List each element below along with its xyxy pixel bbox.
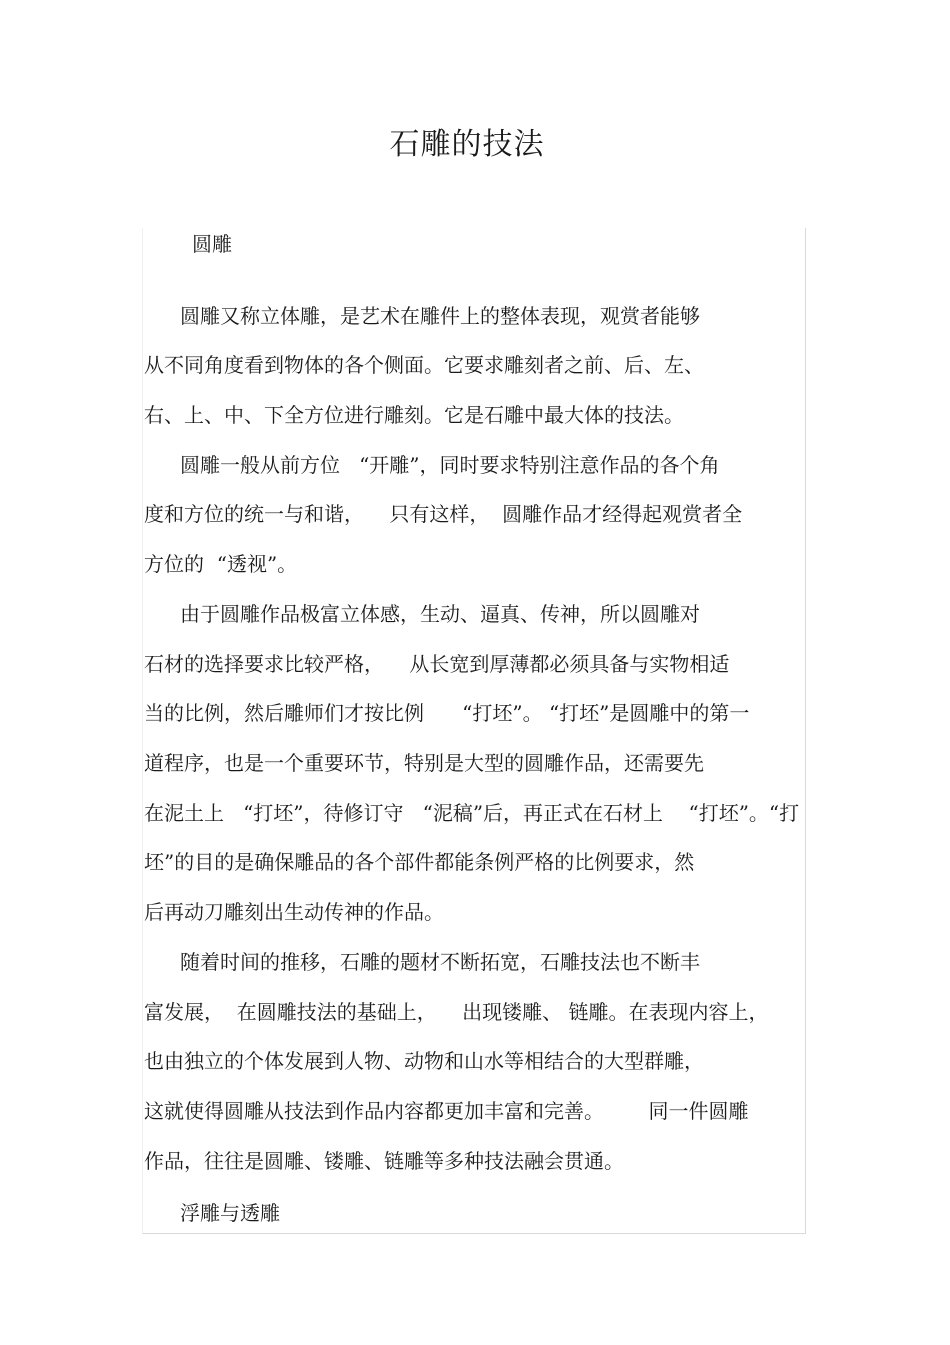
paragraph-line: 也由独立的个体发展到人物、动物和山水等相结合的大型群雕， [144, 1049, 704, 1073]
document-title: 石雕的技法 [389, 127, 545, 162]
paragraph-line: 富发展， 在圆雕技法的基础上， 出现镂雕、 链雕。在表现内容上， [144, 1000, 769, 1024]
section-heading-round-carving: 圆雕 [192, 232, 232, 256]
paragraph-line: 坯”的目的是确保雕品的各个部件都能条例严格的比例要求，然 [144, 850, 695, 874]
paragraph-line: 道程序，也是一个重要环节，特别是大型的圆雕作品，还需要先 [144, 751, 704, 775]
paragraph-line: 右、上、中、下全方位进行雕刻。它是石雕中最大体的技法。 [144, 403, 684, 427]
paragraph-line: 当的比例，然后雕师们才按比例 “打坯”。 “打坯”是圆雕中的第一 [144, 701, 750, 725]
paragraph-line: 圆雕一般从前方位 “开雕”，同时要求特别注意作品的各个角 [180, 453, 720, 477]
paragraph-line: 圆雕又称立体雕，是艺术在雕件上的整体表现，观赏者能够 [180, 304, 700, 328]
paragraph-line: 随着时间的推移，石雕的题材不断拓宽，石雕技法也不断丰 [180, 950, 700, 974]
paragraph-line: 后再动刀雕刻出生动传神的作品。 [144, 900, 444, 924]
paragraph-line: 在泥土上 “打坯”，待修订守 “泥稿”后，再正式在石材上 “打坯”。“打 [144, 801, 800, 825]
section-heading-relief-carving: 浮雕与透雕 [180, 1201, 280, 1225]
paragraph-line: 方位的 “透视”。 [144, 552, 298, 576]
paragraph-line: 这就使得圆雕从技法到作品内容都更加丰富和完善。 同一件圆雕 [144, 1099, 749, 1123]
paragraph-line: 作品，往往是圆雕、镂雕、链雕等多种技法融会贯通。 [144, 1149, 624, 1173]
paragraph-line: 度和方位的统一与和谐， 只有这样， 圆雕作品才经得起观赏者全 [144, 502, 743, 526]
paragraph-line: 石材的选择要求比较严格， 从长宽到厚薄都必须具备与实物相适 [144, 652, 730, 676]
paragraph-line: 从不同角度看到物体的各个侧面。它要求雕刻者之前、后、左、 [144, 353, 704, 377]
paragraph-line: 由于圆雕作品极富立体感，生动、逼真、传神，所以圆雕对 [180, 602, 700, 626]
